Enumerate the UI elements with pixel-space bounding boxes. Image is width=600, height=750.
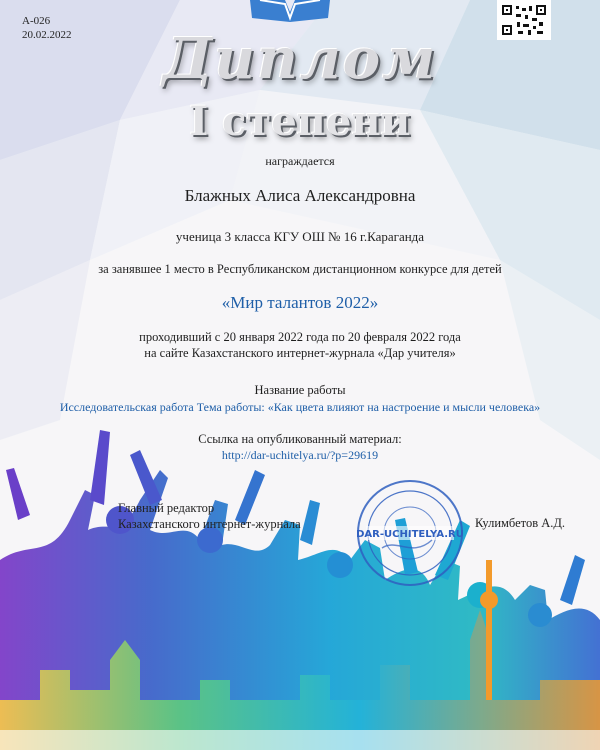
- contest-period: проходивший с 20 января 2022 года по 20 февраля 2022 года: [139, 330, 461, 344]
- document-date: 20.02.2022: [22, 29, 72, 41]
- contest-venue: на сайте Казахстанского интернет-журнала «Дар учителя»: [144, 346, 456, 360]
- publication-link[interactable]: http://dar-uchitelya.ru/?p=29619: [221, 448, 379, 462]
- achievement-text: за занявшее 1 место в Республиканском дистанционном конкурсе для детей: [98, 262, 502, 276]
- work-title: Исследовательская работа Тема работы: «Как цвета влияют на настроение и мысли человека»: [59, 400, 541, 414]
- stamp-text: DAR-UCHITELYA.RU: [356, 529, 464, 540]
- link-label: Ссылка на опубликованный материал:: [198, 432, 402, 446]
- recipient-info: ученица 3 класса КГУ ОШ № 16 г.Караганда: [175, 229, 425, 244]
- diploma-title: Диплом: [162, 26, 438, 92]
- contest-name: «Мир талантов 2022»: [221, 293, 379, 312]
- signatory-name: Кулимбетов А.Д.: [475, 516, 566, 530]
- official-stamp-icon: [352, 478, 468, 588]
- awarded-label: награждается: [265, 154, 335, 168]
- work-label: Название работы: [254, 383, 346, 397]
- signature-position: [118, 500, 301, 532]
- recipient-name: Блажных Алиса Александровна: [184, 186, 416, 205]
- signature-role: Главный редактор: [118, 501, 215, 515]
- signature-organization: Казахстанского интернет-журнала: [118, 517, 301, 531]
- document-code: А-026: [22, 15, 51, 27]
- diploma-degree: I степени: [189, 98, 411, 145]
